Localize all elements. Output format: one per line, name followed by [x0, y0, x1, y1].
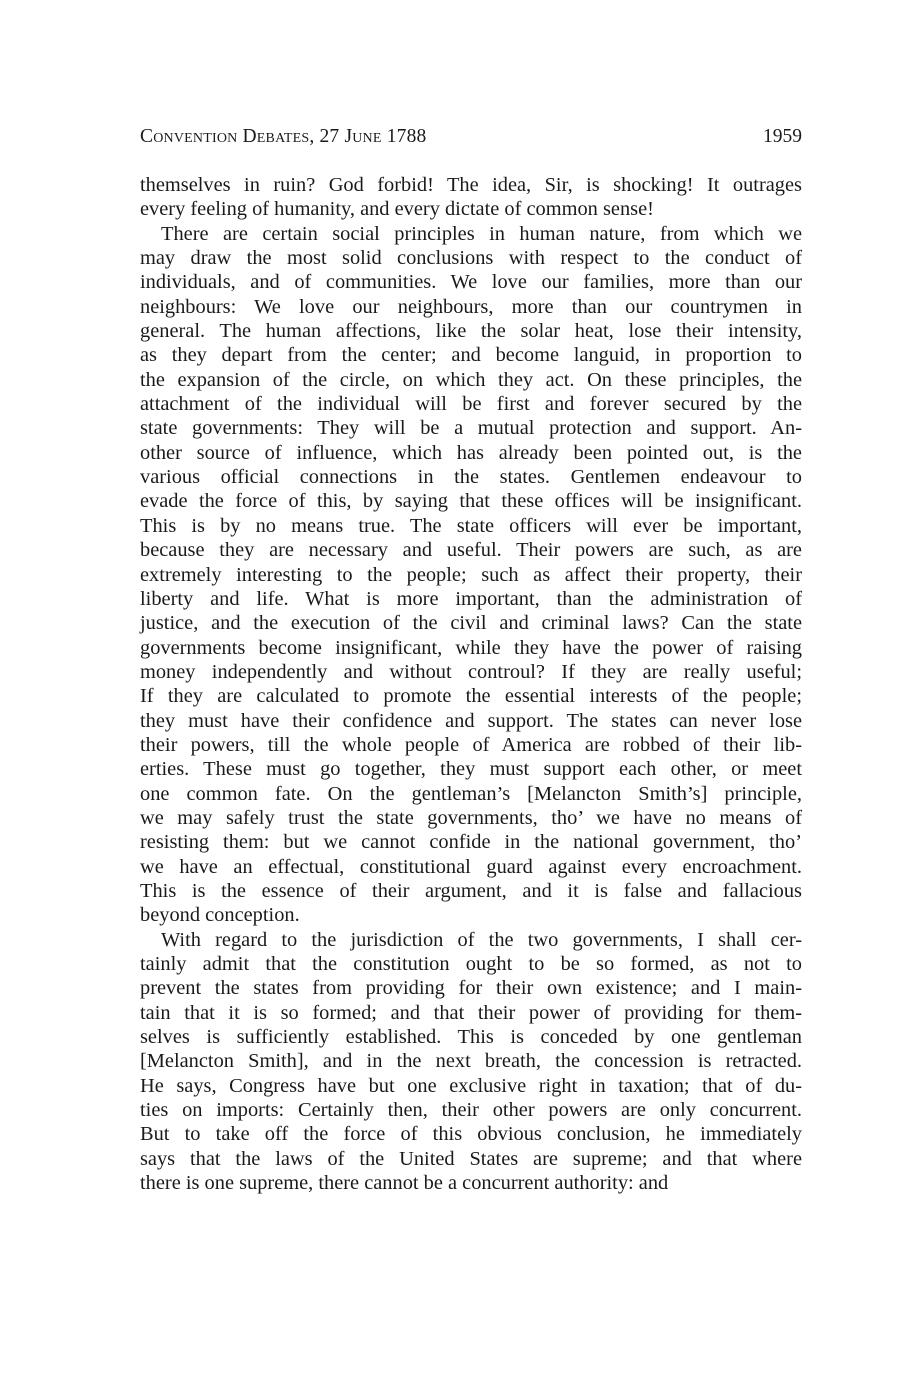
- text-line: attachment of the individual will be first and forever secured by the: [140, 393, 802, 416]
- text-line: because they are necessary and useful. Their powers are such, as are: [140, 539, 802, 562]
- text-line: state governments: They will be a mutual protection and support. An-: [140, 417, 802, 440]
- text-line: evade the force of this, by saying that these offices will be insignificant.: [140, 490, 802, 513]
- text-line: neighbours: We love our neighbours, more than our countrymen in: [140, 295, 802, 318]
- text-line: ties on imports: Certainly then, their other powers are only concurrent.: [140, 1099, 802, 1122]
- text-line: beyond conception.: [140, 904, 300, 927]
- text-line: selves is sufficiently established. This is conceded by one gentleman: [140, 1026, 802, 1049]
- running-head: [140, 124, 802, 150]
- text-line: justice, and the execution of the civil and criminal laws? Can the state: [140, 612, 802, 635]
- text-line: This is by no means true. The state officers will ever be important,: [140, 514, 802, 537]
- text-line: every feeling of humanity, and every dictate of common sense!: [140, 198, 654, 221]
- text-line: There are certain social principles in human nature, from which we: [161, 222, 802, 245]
- text-line: liberty and life. What is more important, than the administration of: [140, 587, 802, 610]
- running-head-title: Convention Debates, 27 June 1788: [140, 126, 427, 147]
- body-text: [140, 173, 802, 1195]
- text-line: we may safely trust the state governments, tho’ we have no means of: [140, 806, 802, 829]
- text-line: tain that it is so formed; and that their power of providing for them-: [140, 1001, 802, 1024]
- text-line: This is the essence of their argument, and it is false and fallacious: [140, 879, 802, 902]
- text-line: But to take off the force of this obvious conclusion, he immediately: [140, 1123, 802, 1146]
- text-line: other source of influence, which has already been pointed out, is the: [140, 441, 802, 464]
- text-line: [Melancton Smith], and in the next breath, the concession is retracted.: [140, 1050, 802, 1073]
- text-line: they must have their confidence and support. The states can never lose: [140, 709, 802, 732]
- text-line: general. The human affections, like the solar heat, lose their intensity,: [140, 320, 802, 343]
- text-line: resisting them: but we cannot confide in the national government, tho’: [140, 831, 802, 854]
- text-line: various official connections in the states. Gentlemen endeavour to: [140, 466, 802, 489]
- text-line: money independently and without controul? If they are really useful;: [140, 660, 802, 683]
- text-line: there is one supreme, there cannot be a concurrent authority: and: [140, 1172, 669, 1195]
- text-line: the expansion of the circle, on which they act. On these principles, the: [140, 368, 802, 391]
- text-line: He says, Congress have but one exclusive right in taxation; that of du-: [140, 1074, 802, 1097]
- text-line: extremely interesting to the people; such as affect their property, their: [140, 563, 802, 586]
- text-line: individuals, and of communities. We love our families, more than our: [140, 271, 802, 294]
- text-line: one common fate. On the gentleman’s [Melancton Smith’s] principle,: [140, 782, 802, 805]
- text-line: themselves in ruin? God forbid! The idea, Sir, is shocking! It outrages: [140, 174, 802, 196]
- text-line: may draw the most solid conclusions with respect to the conduct of: [140, 247, 802, 270]
- text-line: we have an effectual, constitutional guard against every encroachment.: [140, 855, 802, 878]
- text-line: If they are calculated to promote the essential interests of the people;: [140, 685, 802, 708]
- text-line: prevent the states from providing for their own existence; and I main-: [140, 977, 802, 1000]
- text-line: With regard to the jurisdiction of the two governments, I shall cer-: [161, 928, 802, 951]
- text-line: says that the laws of the United States are supreme; and that where: [140, 1147, 802, 1170]
- page-number: 1959: [763, 126, 802, 147]
- text-line: their powers, till the whole people of America are robbed of their lib-: [140, 733, 802, 756]
- text-line: tainly admit that the constitution ought to be so formed, as not to: [140, 953, 802, 975]
- text-line: as they depart from the center; and become languid, in proportion to: [140, 344, 802, 367]
- text-line: erties. These must go together, they must support each other, or meet: [140, 758, 802, 781]
- text-line: governments become insignificant, while they have the power of raising: [140, 636, 802, 659]
